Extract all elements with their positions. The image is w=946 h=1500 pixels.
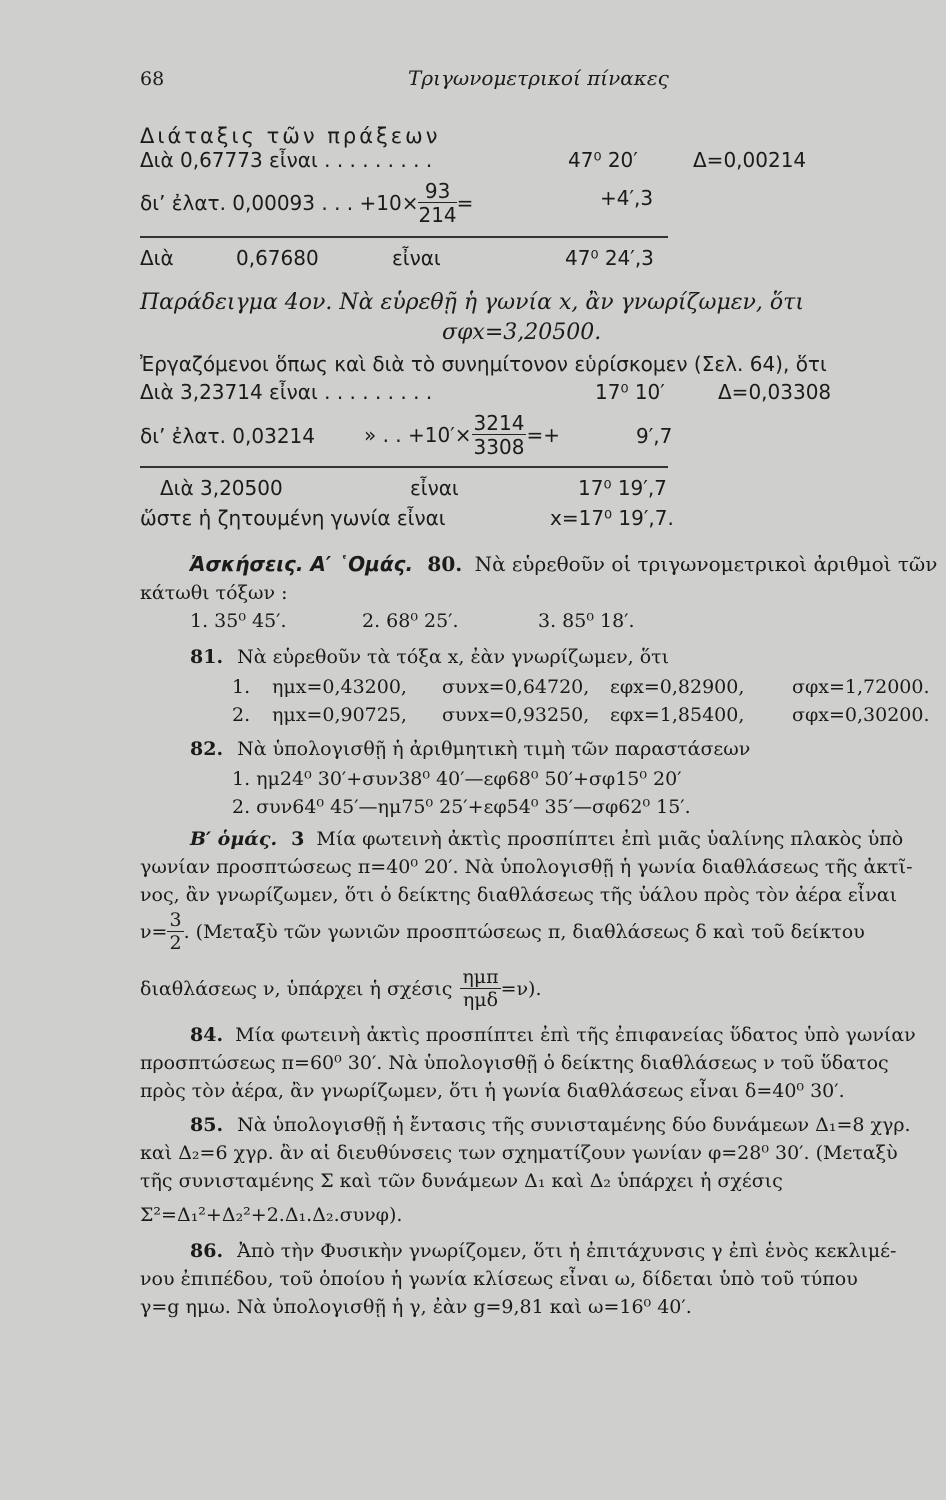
ex81-row-2-num: 2. — [232, 704, 251, 726]
ex3-row1-label: Διὰ 0,67773 εἶναι . . . . . . . . . — [140, 148, 433, 172]
ex3-row3-value: 0,67680 — [236, 246, 319, 270]
ex83-l3: νος, ἂν γνωρίζωμεν, ὅτι ὁ δείκτης διαθλάσεως τῆς ὑάλου πρὸς τὸν ἀέρα εἶναι — [140, 884, 898, 906]
ex85-number: 85. — [190, 1114, 224, 1136]
ex83-l1: Μία φωτεινὴ ἀκτὶς προσπίπτει ἐπὶ μιᾶς ὑαλίνης πλακὸς ὑπὸ — [316, 828, 904, 850]
ex84-l3: πρὸς τὸν ἀέρα, ἂν γνωρίζωμεν, ὅτι ἡ γωνία διαθλάσεως εἶναι δ=40⁰ 30′. — [140, 1080, 845, 1102]
ex82-item-1: 1. ημ24⁰ 30′+συν38⁰ 40′—εφ68⁰ 50′+σφ15⁰ 20′ — [232, 768, 682, 790]
ex83-l5: διαθλάσεως ν, ὑπάρχει ἡ σχέσις — [140, 978, 453, 1000]
ex84-l1: Μία φωτεινὴ ἀκτὶς προσπίπτει ἐπὶ τῆς ἐπιφανείας ὕδατος ὑπὸ γωνίαν — [235, 1024, 916, 1046]
ex80-item-3: 3. 85⁰ 18′. — [538, 610, 635, 632]
ex3-row3-angle: 47⁰ 24′,3 — [565, 246, 654, 270]
ex81-row-2-c: εφx=1,85400, — [610, 704, 745, 726]
ex83-l2: γωνίαν προσπτώσεως π=40⁰ 20′. Νὰ ὑπολογισθῇ ἡ γωνία διαθλάσεως τῆς ἀκτῖ- — [140, 856, 913, 878]
ex3-row2-result: +4′,3 — [600, 186, 654, 210]
ex4-row2-fraction — [472, 413, 527, 457]
ex81-row-1-d: σφx=1,72000. — [792, 676, 930, 698]
ex80-text: Νὰ εὑρεθοῦν οἱ τριγωνομετρικοὶ ἀριθμοὶ τῶν — [474, 552, 938, 576]
ex3-row3-dia: Διὰ — [140, 246, 174, 270]
ex80-number: 80. — [427, 552, 463, 576]
ex4-row3-dia: Διὰ 3,20500 — [160, 476, 283, 500]
ex4-row2-expression — [364, 410, 560, 460]
ex85-l2: καὶ Δ₂=6 χγρ. ἂν αἱ διευθύνσεις των σχηματίζουν γωνίαν φ=28⁰ 30′. (Μεταξὺ — [140, 1142, 898, 1164]
ex80-item-2: 2. 68⁰ 25′. — [362, 610, 459, 632]
fraction-numerator: 3 — [169, 909, 182, 931]
ex82-text: Νὰ ὑπολογισθῇ ἡ ἀριθμητικὴ τιμὴ τῶν παραστάσεων — [237, 738, 751, 760]
ex81-row-2-b: συνx=0,93250, — [442, 704, 590, 726]
ex86-l3: γ=g ημω. Νὰ ὑπολογισθῇ ἡ γ, ἐὰν g=9,81 καὶ ω=16⁰ 40′. — [140, 1296, 692, 1318]
page-number: 68 — [140, 68, 165, 90]
ex3-row2-label: δι’ ἐλατ. 0,00093 . . . +10× — [140, 191, 419, 215]
fraction-denominator: 2 — [169, 932, 182, 954]
ex4-row1-delta: Δ=0,03308 — [718, 380, 832, 404]
ex4-row3-einai: εἶναι — [410, 476, 459, 500]
ex3-row2 — [140, 178, 473, 228]
ex3-row1-delta: Δ=0,00214 — [693, 148, 807, 172]
ex81-row-1-num: 1. — [232, 676, 251, 698]
fraction-numerator: 93 — [418, 181, 456, 203]
ex3-row2-fraction — [418, 181, 456, 225]
ex81-line — [190, 646, 669, 668]
ex83-l4-line — [140, 908, 865, 956]
ex85-l4: Σ²=Δ₁²+Δ₂²+2.Δ₁.Δ₂.συνφ). — [140, 1204, 403, 1226]
ex3-row1-angle: 47⁰ 20′ — [568, 148, 638, 172]
ex80-item-1: 1. 35⁰ 45′. — [190, 610, 287, 632]
ex83-l5-line — [140, 966, 542, 1012]
ex4-intro: Ἐργαζόμενοι ὅπως καὶ διὰ τὸ συνημίτονον εὑρίσκομεν (Σελ. 64), ὅτι — [140, 352, 827, 376]
ex84-l2: προσπτώσεως π=60⁰ 30′. Νὰ ὑπολογισθῇ ὁ δείκτης διαθλάσεως ν τοῦ ὕδατος — [140, 1052, 889, 1074]
ex3-divider — [140, 236, 668, 238]
ex4-divider — [140, 466, 668, 468]
ex83-line1 — [190, 828, 903, 850]
ex85-line1 — [190, 1114, 911, 1136]
ex81-row-2-d: σφx=0,30200. — [792, 704, 930, 726]
ex4-row2-mid: » . . +10′× — [364, 423, 472, 447]
fraction-denominator: 214 — [418, 203, 457, 227]
ex80-line — [190, 552, 937, 576]
ex3-row3-einai: εἶναι — [392, 246, 441, 270]
ex83-number: 3 — [291, 828, 305, 850]
ex4-row1-angle: 17⁰ 10′ — [595, 380, 665, 404]
exercises-heading-b: Β′ ὁμάς. — [190, 828, 278, 850]
ex82-item-2: 2. συν64⁰ 45′—ημ75⁰ 25′+εφ54⁰ 35′—σφ62⁰ 15′. — [232, 796, 691, 818]
ex83-nu: ν= — [140, 921, 168, 943]
ex4-row2-equals: =+ — [526, 423, 560, 447]
ex82-number: 82. — [190, 738, 224, 760]
fraction-numerator: ημπ — [462, 966, 499, 988]
ex80-cont: κάτωθι τόξων : — [140, 582, 288, 604]
fraction-denominator: 3308 — [473, 435, 525, 459]
ex4-title: Παράδειγμα 4ον. Νὰ εὑρεθῇ ἡ γωνία x, ἂν γνωρίζωμεν, ὅτι — [140, 290, 804, 315]
ex83-l4: . (Μεταξὺ τῶν γωνιῶν προσπτώσεως π, διαθλάσεως δ καὶ τοῦ δείκτου — [183, 921, 865, 943]
ex4-given: σφx=3,20500. — [442, 320, 602, 345]
ex86-line1 — [190, 1240, 896, 1262]
ex84-number: 84. — [190, 1024, 224, 1046]
fraction-numerator: 3214 — [473, 411, 525, 435]
ex85-l1: Νὰ ὑπολογισθῇ ἡ ἔντασις τῆς συνισταμένης δύο δυνάμεων Δ₁=8 χγρ. — [237, 1114, 911, 1136]
ex4-row1-label: Διὰ 3,23714 εἶναι . . . . . . . . . — [140, 380, 433, 404]
ex84-line1 — [190, 1024, 916, 1046]
ex4-row2-label: δι’ ἐλατ. 0,03214 — [140, 424, 316, 448]
ex81-row-1-a: ημx=0,43200, — [272, 676, 407, 698]
ex83-sine-fraction — [460, 968, 500, 1010]
ex4-row4-result: x=17⁰ 19′,7. — [550, 506, 674, 530]
ex86-l1: Ἀπὸ τὴν Φυσικὴν γνωρίζομεν, ὅτι ἡ ἐπιτάχυνσις γ ἐπὶ ἑνὸς κεκλιμέ- — [237, 1240, 897, 1262]
ex4-row4-label: ὥστε ἡ ζητουμένη γωνία εἶναι — [140, 506, 446, 530]
ex86-number: 86. — [190, 1240, 224, 1262]
ex81-row-2-a: ημx=0,90725, — [272, 704, 407, 726]
ex82-line — [190, 738, 750, 760]
ex3-row2-equals: = — [456, 191, 474, 215]
ex3-heading: Διάταξις τῶν πράξεων — [140, 124, 441, 148]
ex4-row3-angle: 17⁰ 19′,7 — [578, 476, 667, 500]
fraction-denominator: ημδ — [462, 989, 499, 1011]
ex4-row2-result: 9′,7 — [636, 424, 673, 448]
ex81-text: Νὰ εὑρεθοῦν τὰ τόξα x, ἐὰν γνωρίζωμεν, ὅτι — [237, 646, 670, 668]
ex83-l5-end: =ν). — [500, 978, 542, 1000]
ex81-row-1-c: εφx=0,82900, — [610, 676, 745, 698]
running-title: Τριγωνομετρικοί πίνακες — [408, 66, 669, 90]
ex81-number: 81. — [190, 646, 224, 668]
ex81-row-1-b: συνx=0,64720, — [442, 676, 590, 698]
ex83-fraction — [167, 911, 183, 953]
exercises-heading-a: Ἀσκήσεις. Α′ ῾Ομάς. — [190, 552, 414, 576]
ex85-l3: τῆς συνισταμένης Σ καὶ τῶν δυνάμεων Δ₁ καὶ Δ₂ ὑπάρχει ἡ σχέσις — [140, 1170, 783, 1192]
ex86-l2: νου ἐπιπέδου, τοῦ ὁποίου ἡ γωνία κλίσεως εἶναι ω, δίδεται ὑπὸ τοῦ τύπου — [140, 1268, 858, 1290]
